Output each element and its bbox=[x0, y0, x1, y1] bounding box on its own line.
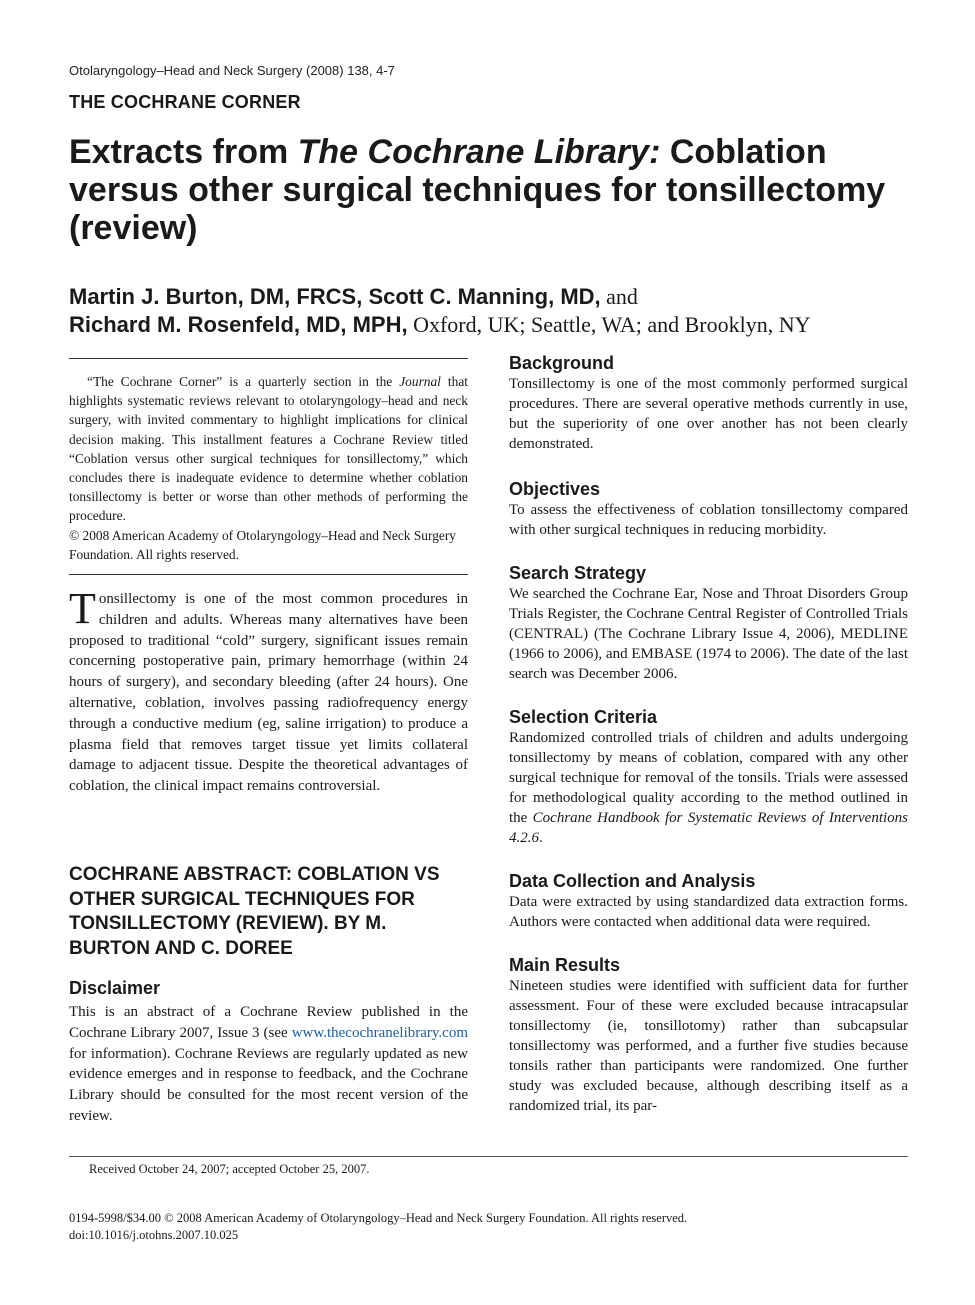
authors-conjunction: and bbox=[600, 284, 638, 309]
summary-copyright: © 2008 American Academy of Otolaryngology–Head and Neck Surgery Foundation. All rights reserved. bbox=[69, 527, 456, 562]
selection-criteria-text: Randomized controlled trials of children and adults undergoing tonsillectomy by means of coblation, compared with any other surgical technique for removal of the tonsils. Trials were assessed for methodological quality according to the method outlined in the Cochrane Handbook for Systematic Reviews of Interventions 4.2.6. bbox=[509, 730, 908, 846]
data-collection-heading: Data Collection and Analysis bbox=[509, 871, 756, 891]
title-rest: Coblation versus other surgical techniques for tonsillectomy (review) bbox=[69, 133, 886, 247]
author-list bbox=[69, 283, 949, 339]
title-italic: The Cochrane Library: bbox=[297, 133, 661, 171]
footnote-divider bbox=[69, 1156, 908, 1157]
objectives-heading: Objectives bbox=[509, 479, 601, 499]
summary-top-divider bbox=[69, 358, 468, 359]
right-column bbox=[509, 352, 908, 1116]
summary-bottom-divider bbox=[69, 574, 468, 575]
footer-copyright: 0194-5998/$34.00 © 2008 American Academy of Otolaryngology–Head and Neck Surgery Foundation. All rights reserved. bbox=[69, 1211, 688, 1225]
handbook-title: Cochrane Handbook for Systematic Reviews of Interventions 4.2.6 bbox=[509, 810, 908, 846]
received-date: Received October 24, 2007; accepted October 25, 2007. bbox=[89, 1162, 370, 1176]
title-prefix: Extracts from bbox=[69, 133, 298, 171]
disclaimer-text: This is an abstract of a Cochrane Review published in the Cochrane Library 2007, Issue 3 (see www.thecochranelibrary.com for information). Cochrane Reviews are regularly updated as new evidence emerges and in response to feedback, and the Cochrane Library should be consulted for the most recent version of the review. bbox=[69, 1004, 468, 1124]
authors-primary: Martin J. Burton, DM, FRCS, Scott C. Manning, MD, bbox=[69, 284, 601, 309]
introduction bbox=[69, 584, 468, 797]
author-line-2 bbox=[69, 311, 949, 339]
search-strategy-heading: Search Strategy bbox=[509, 563, 647, 583]
search-strategy-text: We searched the Cochrane Ear, Nose and Throat Disorders Group Trials Register, the Cochrane Central Register of Controlled Trials (CENTRAL) (The Cochrane Library Issue 4, 2006), MEDLINE (1966 to 2006), and EMBASE (1974 to 2006). The date of the last search was December 2006. bbox=[509, 586, 908, 682]
drop-cap: T bbox=[69, 584, 96, 634]
authors-secondary: Richard M. Rosenfeld, MD, MPH, bbox=[69, 312, 408, 337]
author-line-1 bbox=[69, 283, 949, 311]
left-column bbox=[69, 360, 468, 1127]
journal-italic: Journal bbox=[399, 374, 441, 389]
article-title bbox=[69, 133, 929, 247]
main-results-text: Nineteen studies were identified with sufficient data for further assessment. Four of these were excluded because intracapsular tonsillectomy (ie, tonsillotomy) rather than subcapsular tonsillectomy was performed, and a further five studies because tonsils rather than participants were randomized. One further study was excluded because, although describing itself as a randomized trial, its par- bbox=[509, 978, 908, 1114]
objectives-text: To assess the effectiveness of coblation tonsillectomy compared with other surgical techniques in reducing morbidity. bbox=[509, 502, 908, 538]
abstract-block bbox=[69, 863, 468, 1127]
summary-text: “The Cochrane Corner” is a quarterly section in the Journal that highlights systematic reviews relevant to otolaryngology–head and neck surgery, with invited commentary to highlight implications for clinical decision making. This installment features a Cochrane Review titled “Coblation versus other surgical techniques for tonsillectomy,” which concludes there is inadequate evidence to determine whether coblation tonsillectomy is better or worse than other methods of performing the procedure. bbox=[69, 374, 468, 524]
footer-doi: doi:10.1016/j.otohns.2007.10.025 bbox=[69, 1228, 239, 1242]
author-affiliations: Oxford, UK; Seattle, WA; and Brooklyn, NY bbox=[407, 312, 811, 337]
intro-paragraph: Tonsillectomy is one of the most common procedures in children and adults. Whereas many alternatives have been proposed to traditional “cold” surgery, significant issues remain concerning postoperative pain, primary hemorrhage (within 24 hours of surgery), and secondary bleeding (after 24 hours). One alternative, coblation, involves passing radiofrequency energy through a conductive medium (eg, saline irrigation) to produce a plasma field that removes target tissue yet limits collateral damage to adjacent tissue. Despite the theoretical advantages of coblation, the clinical impact remains controversial. bbox=[69, 584, 468, 795]
background-heading: Background bbox=[509, 353, 615, 373]
footer bbox=[69, 1210, 687, 1244]
journal-reference: Otolaryngology–Head and Neck Surgery (2008) 138, 4-7 bbox=[69, 63, 395, 78]
summary-box bbox=[69, 360, 468, 564]
section-label: THE COCHRANE CORNER bbox=[69, 92, 301, 112]
data-collection-text: Data were extracted by using standardized data extraction forms. Authors were contacted when additional data were required. bbox=[509, 894, 908, 930]
background-text: Tonsillectomy is one of the most commonly performed surgical procedures. There are several operative methods currently in use, but the superiority of one over another has not been clearly demonstrated. bbox=[509, 376, 908, 452]
abstract-heading: COCHRANE ABSTRACT: COBLATION VS OTHER SURGICAL TECHNIQUES FOR TONSILLECTOMY (REVIEW). BY M. BURTON AND C. DOREE bbox=[69, 864, 440, 959]
cochrane-library-link[interactable]: www.thecochranelibrary.com bbox=[291, 1024, 468, 1041]
main-results-heading: Main Results bbox=[509, 955, 621, 975]
selection-criteria-heading: Selection Criteria bbox=[509, 707, 658, 727]
disclaimer-heading: Disclaimer bbox=[69, 978, 161, 998]
